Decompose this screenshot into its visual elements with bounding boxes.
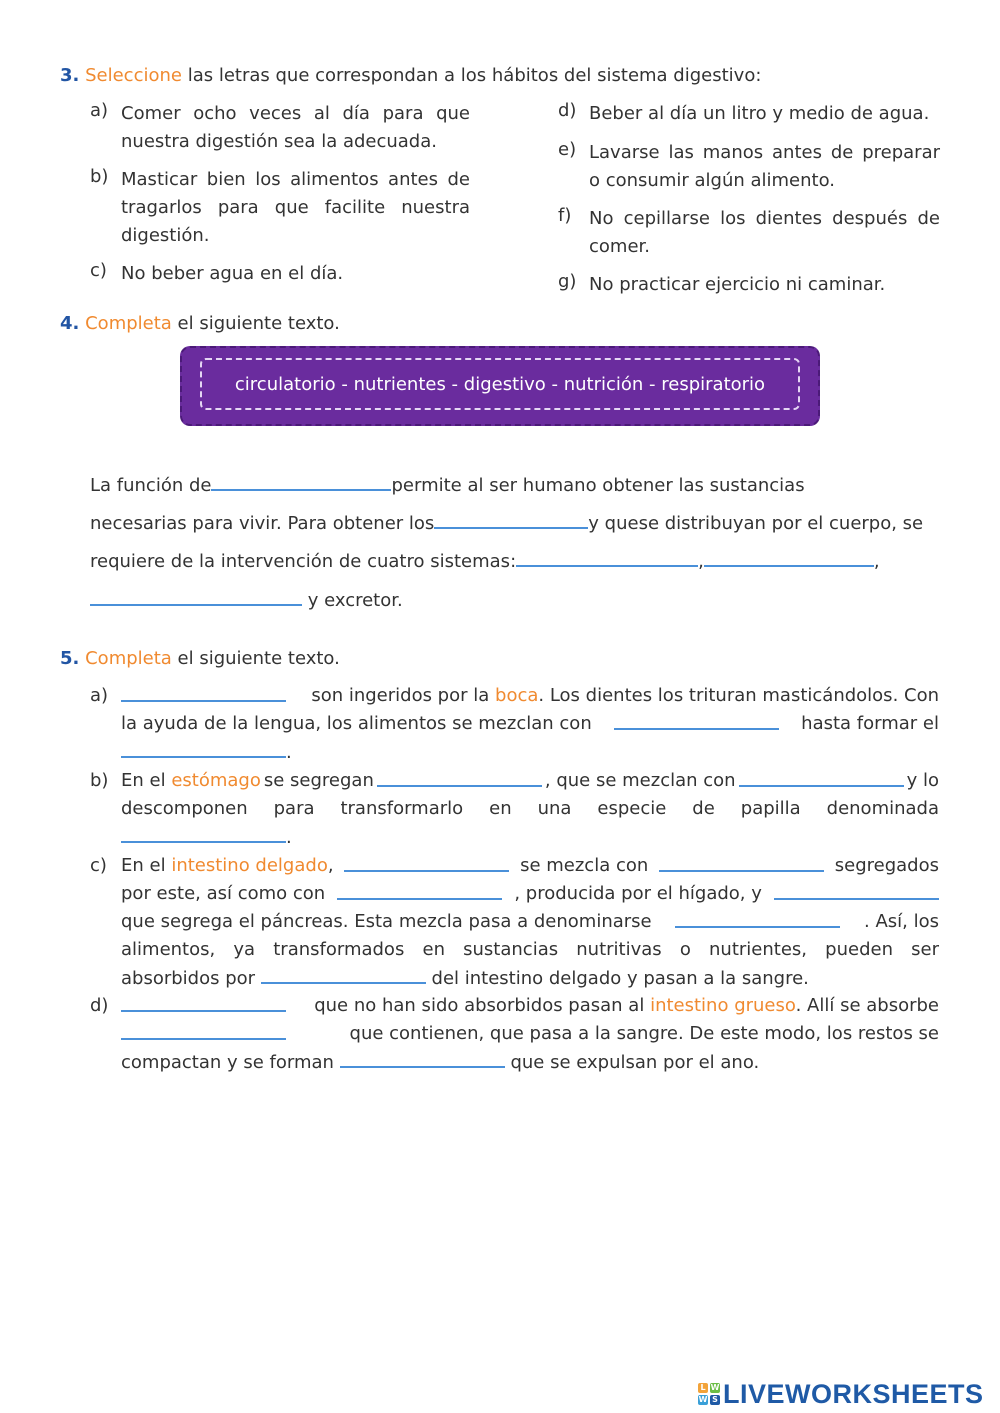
option-letter: g) [558, 271, 577, 292]
text-segment: que se expulsan por el ano. [510, 1052, 760, 1073]
blank-nutricion[interactable] [211, 469, 391, 491]
text-segment: alimentos, ya transformados en sustancias nutritivas o nutrientes, pueden ser [121, 939, 939, 960]
highlight-word: boca [495, 685, 539, 706]
q3-option-e[interactable] [558, 139, 940, 195]
q3-text: las letras que correspondan a los hábitos del sistema digestivo: [181, 65, 762, 86]
blank-sistema-1[interactable] [516, 545, 698, 567]
option-line: digestión. [121, 225, 210, 246]
q5-a-line-3 [121, 738, 292, 767]
option-letter: b) [90, 166, 109, 187]
text-segment: , [327, 855, 334, 876]
word-bank [180, 346, 820, 426]
blank-c3[interactable] [337, 880, 502, 900]
blank-d3[interactable] [340, 1048, 505, 1068]
option-line: o consumir algún alimento. [589, 170, 836, 191]
q5-b-line-2 [121, 795, 939, 823]
logo-letter: W [710, 1383, 720, 1392]
q4-text-segment: necesarias para vivir. Para obtener los [90, 513, 435, 534]
q5-heading [60, 645, 340, 673]
word-bank-text: circulatorio - nutrientes - digestivo - nutrición - respiratorio [200, 358, 800, 410]
text-segment: hasta formar el [801, 713, 939, 734]
q4-text-segment: requiere de la intervención de cuatro sistemas: [90, 551, 517, 572]
comma: , [873, 551, 880, 572]
q5-c-line-2 [121, 880, 939, 908]
q4-line-4 [90, 584, 403, 615]
text-segment: . Los dientes los trituran masticándolos. Con [538, 685, 939, 706]
text-segment: , producida por el hígado, y [514, 883, 762, 904]
option-line: Beber al día un litro y medio de agua. [589, 103, 930, 124]
q5-c-line-5 [121, 964, 809, 993]
q4-number: 4. [60, 313, 80, 334]
text-segment: se mezcla con [520, 855, 649, 876]
blank-d2[interactable] [121, 1020, 286, 1040]
highlight-word: intestino delgado [171, 855, 328, 876]
text-segment: . Así, los [864, 911, 939, 932]
blank-d1[interactable] [121, 992, 286, 1012]
blank-c5[interactable] [675, 908, 840, 928]
text-segment: compactan y se forman [121, 1052, 334, 1073]
q3-verb: Seleccione [85, 65, 182, 86]
comma: , [698, 551, 704, 572]
q3-option-c[interactable] [90, 260, 470, 288]
q5-a-line-1 [121, 682, 939, 710]
text-segment: En el [121, 770, 166, 791]
option-line: tragarlos para que facilite nuestra [121, 197, 470, 218]
logo-icon [698, 1383, 720, 1405]
logo-letter: L [698, 1383, 708, 1393]
q4-text: el siguiente texto. [171, 313, 340, 334]
q5-b-line-1 [121, 767, 939, 795]
q4-text-segment: permite al ser humano obtener las sustancias [391, 475, 805, 496]
option-line: nuestra digestión sea la adecuada. [121, 131, 437, 152]
text-segment: del intestino delgado y pasan a la sangre. [431, 968, 809, 989]
q5-a-letter: a) [90, 685, 109, 706]
option-line: comer. [589, 236, 650, 257]
blank-c4[interactable] [774, 880, 939, 900]
highlight-word: estómago [171, 770, 261, 791]
text-segment: que no han sido absorbidos pasan al [314, 995, 645, 1016]
blank-b1[interactable] [377, 767, 542, 787]
q5-number: 5. [60, 648, 80, 669]
q4-text-segment: y excretor. [302, 590, 403, 611]
blank-a2[interactable] [614, 710, 779, 730]
q3-option-f[interactable] [558, 205, 940, 261]
option-letter: e) [558, 139, 577, 160]
q4-text-segment: La función de [90, 475, 212, 496]
q5-c-line-1 [121, 852, 939, 880]
logo-text: LIVEWORKSHEETS [723, 1378, 984, 1409]
text-segment: segregados [834, 855, 939, 876]
blank-c6[interactable] [261, 964, 426, 984]
q4-verb: Completa [85, 313, 172, 334]
text-segment: descomponen para transformarlo en una especie de papilla denominada [121, 798, 939, 819]
q5-c-line-4 [121, 936, 939, 964]
option-letter: f) [558, 205, 572, 226]
q4-line-3 [90, 545, 880, 576]
q5-c-line-3 [121, 908, 939, 936]
q4-heading [60, 310, 340, 338]
q3-option-b[interactable] [90, 166, 470, 250]
blank-sistema-2[interactable] [704, 545, 874, 567]
blank-b3[interactable] [121, 823, 286, 843]
q5-b-line-3 [121, 823, 292, 852]
q3-option-g[interactable] [558, 271, 940, 299]
option-line: Masticar bien los alimentos antes de [121, 169, 470, 190]
text-segment: que contienen, que pasa a la sangre. De este modo, los restos se [349, 1023, 939, 1044]
q3-option-d[interactable] [558, 100, 940, 128]
q5-c-letter: c) [90, 855, 107, 876]
blank-a3[interactable] [121, 738, 286, 758]
blank-a1[interactable] [121, 682, 286, 702]
text-segment: . [286, 827, 292, 848]
text-segment: la ayuda de la lengua, los alimentos se mezclan con [121, 713, 592, 734]
option-letter: c) [90, 260, 107, 281]
text-segment: y lo [906, 770, 939, 791]
q3-option-a[interactable] [90, 100, 470, 156]
blank-sistema-3[interactable] [90, 584, 302, 606]
q4-line-2 [90, 507, 923, 538]
q4-line-1 [90, 469, 805, 500]
q5-d-letter: d) [90, 995, 109, 1016]
q5-b-letter: b) [90, 770, 109, 791]
q5-d-line-1 [121, 992, 939, 1020]
option-line: No practicar ejercicio ni caminar. [589, 274, 886, 295]
q5-verb: Completa [85, 648, 172, 669]
q4-text-segment: y quese distribuyan por el cuerpo, se [588, 513, 924, 534]
option-line: No beber agua en el día. [121, 263, 344, 284]
text-segment: . [286, 742, 292, 763]
q3-options-right [558, 100, 940, 299]
q3-number: 3. [60, 65, 80, 86]
text-segment: se segregan [263, 770, 374, 791]
option-letter: d) [558, 100, 577, 121]
q5-d-line-3 [121, 1048, 759, 1077]
highlight-word: intestino grueso [650, 995, 796, 1016]
text-segment: , que se mezclan con [544, 770, 736, 791]
option-line: No cepillarse los dientes después de [589, 208, 940, 229]
logo-letter: S [710, 1395, 720, 1405]
q3-options-left [90, 100, 470, 288]
text-segment: que segrega el páncreas. Esta mezcla pasa a denominarse [121, 911, 652, 932]
option-line: Comer ocho veces al día para que [121, 103, 470, 124]
text-segment: absorbidos por [121, 968, 256, 989]
option-letter: a) [90, 100, 109, 121]
q5-d-line-2 [121, 1020, 939, 1048]
blank-nutrientes[interactable] [434, 507, 588, 529]
q5-a-line-2 [121, 710, 939, 738]
q5-text: el siguiente texto. [171, 648, 340, 669]
text-segment: En el [121, 855, 166, 876]
blank-b2[interactable] [739, 767, 904, 787]
blank-c1[interactable] [344, 852, 509, 872]
option-line: Lavarse las manos antes de preparar [589, 142, 940, 163]
text-segment: son ingeridos por la [311, 685, 490, 706]
q3-heading [60, 62, 761, 90]
text-segment: por este, así como con [121, 883, 326, 904]
blank-c2[interactable] [659, 852, 824, 872]
text-segment: . Allí se absorbe [795, 995, 939, 1016]
logo-letter: W [698, 1395, 708, 1404]
liveworksheets-logo [698, 1376, 984, 1412]
